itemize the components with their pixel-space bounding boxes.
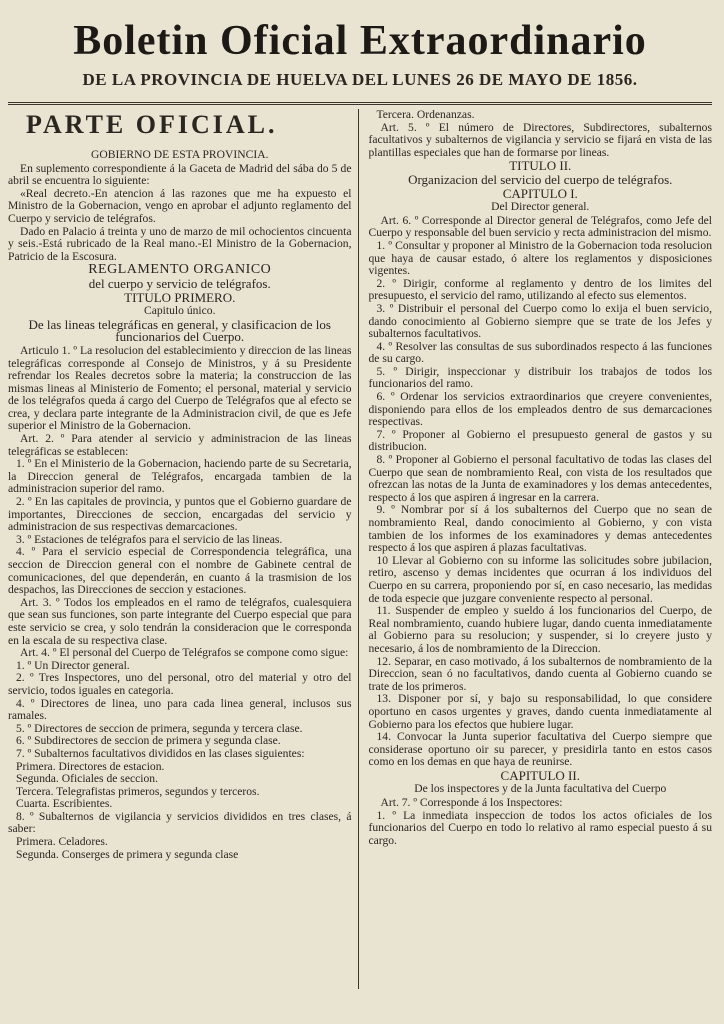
article-4-item: Primera. Celadores. bbox=[16, 835, 108, 849]
article-4-item: Tercera. Telegrafistas primeros, segundos y terceros. bbox=[16, 784, 260, 798]
dado-paragraph: Dado en Palacio á treinta y uno de marzo de mil ochocientos cincuenta y seis.-Está rubricado de la Real mano.-El Ministro de la Gobernacion, Patricio de la Escosura. bbox=[8, 224, 352, 263]
lineas-heading: De las lineas telegráficas en general, y clasificacion de los funcionarios del Cuerpo. bbox=[28, 316, 331, 345]
article-6-item: 9. º Nombrar por sí á los subalternos del Cuerpo que no sean de nombramiento Real, dando conocimiento al Gobierno, y con vista tambien de los informes de los examinadores y demas antecedentes respecto á los que aspiren á plazas facultativas. bbox=[368, 503, 712, 555]
masthead-title: Boletin Oficial Extraordinario bbox=[73, 18, 647, 64]
right-column bbox=[367, 109, 713, 989]
article-4-item: Primera. Directores de estacion. bbox=[16, 759, 165, 773]
capitulo-ii: CAPITULO II. bbox=[500, 767, 580, 783]
left-column bbox=[8, 109, 359, 989]
inspectores-heading: De los inspectores y de la Junta facultativa del Cuerpo bbox=[414, 782, 667, 796]
article-4-item: 8. º Subalternos de vigilancia y servicios divididos en tres clases, á saber: bbox=[8, 809, 352, 836]
article-6-item: 6. º Ordenar los servicios extraordinarios que creyere convenientes, disponiendo para ellos de los empleados dentro de sus demarcaciones respectivas. bbox=[368, 390, 712, 429]
article-6-item: 8. º Proponer al Gobierno el personal facultativo de todas las clases del Cuerpo que sean de nombramiento Real, con vista de los resultados que ofrezcan las notas de la Junta de examinadores y los demas antecedentes, respecto á los que aspiren á ingresar en la carrera. bbox=[368, 453, 712, 504]
article-2-item: 4. º Para el servicio especial de Correspondencia telegráfica, una seccion de Direccion general con el nombre de Gabinete central de comunicaciones, del que dependerán, en cuanto á la trasmision de los despachos, las Direcciones de seccion y estaciones. bbox=[8, 545, 352, 597]
decreto-paragraph: «Real decreto.-En atencion á las razones que me ha expuesto el Ministro de la Gobernacion, vengo en aprobar el adjunto reglamento del Cuerpo y servicio de telégrafos. bbox=[8, 186, 352, 225]
article-4-item: 6. º Subdirectores de seccion de primera y segunda clase. bbox=[16, 734, 281, 748]
article-4-item: Cuarta. Escribientes. bbox=[16, 797, 113, 811]
section-heading: PARTE OFICIAL. bbox=[26, 110, 278, 139]
titulo-primero: TITULO PRIMERO. bbox=[124, 289, 236, 305]
gobierno-heading: GOBIERNO DE ESTA PROVINCIA. bbox=[91, 148, 269, 161]
header-rule bbox=[8, 102, 712, 105]
tercera-line: Tercera. Ordenanzas. bbox=[376, 109, 475, 121]
article-6-item: 7. º Proponer al Gobierno el presupuesto general de gastos y su distribucion. bbox=[368, 427, 712, 454]
article-6-item: 13. Disponer por sí, y bajo su responsabilidad, lo que considere oportuno en casos urgentes y graves, dando cuenta inmediatamente al Gobierno para los efectos que hubiere lugar. bbox=[368, 692, 712, 731]
intro-paragraph: En suplemento correspondiente á la Gaceta de Madrid del sába do 5 de abril se encuentra lo siguiente: bbox=[8, 161, 352, 188]
article-4-item: Segunda. Conserges de primera y segunda clase bbox=[16, 847, 239, 861]
article-7-item: 1. º La inmediata inspeccion de todos los actos oficiales de los funcionarios del Cuerpo en todo lo relativo al ramo especial puesto á su cargo. bbox=[368, 808, 712, 847]
article-6-item: 14. Convocar la Junta superior facultativa del Cuerpo siempre que considerase oportuno oir su parecer, y presidirla tanto en estos casos como en los demas en que haya de reunirse. bbox=[368, 730, 712, 769]
reglamento-heading: REGLAMENTO ORGANICO bbox=[88, 262, 272, 278]
article-4-item: 1. º Un Director general. bbox=[16, 658, 130, 672]
article-4-item: 7. º Subalternos facultativos divididos en las clases siguientes: bbox=[16, 746, 305, 760]
article-6-item: 5. º Dirigir, inspeccionar y distribuir los trabajos de todos los funcionarios del ramo. bbox=[368, 364, 712, 391]
article-6: Art. 6. º Corresponde al Director general de Telégrafos, como Jefe del Cuerpo y responsable del buen servicio y recta administracion del mismo. bbox=[368, 213, 712, 240]
capitulo-unico: Capitulo único. bbox=[144, 304, 216, 318]
article-6-item: 3. º Distribuir el personal del Cuerpo como lo exija el buen servicio, dando conocimiento al Gobierno siempre que se trate de los Jefes y subalternos facultativos. bbox=[368, 301, 712, 341]
article-6-item: 10 Llevar al Gobierno con su informe las solicitudes sobre jubilacion, retiro, ascenso y demas incidentes que ocurran á los individuos del Cuerpo en su carrera, proponiendo por sí, en caso necesario, las medidas de toda especie que juzgare conveniente respecto al personal. bbox=[368, 553, 712, 605]
article-3: Art. 3. º Todos los empleados en el ramo de telégrafos, cualesquiera que sean sus funciones, son parte integrante del Cuerpo especial que para este servicio se crea, y solo tendrán la consideracion que le corresponda en la escala de su respectiva clase. bbox=[8, 595, 352, 647]
organizacion-heading: Organizacion del servicio del cuerpo de telégrafos. bbox=[408, 171, 673, 187]
article-1: Articulo 1. º La resolucion del establecimiento y direccion de las lineas telegráficas corresponde al Consejo de Ministros, y á su Presidente refrendar los Reales decretos sobre la materia; la construccion de las mismas lineas al Ministerio de Fomento; el personal, material y servicio de los telégrafos queda á cargo del Cuerpo de Telégrafos que al efecto se crea, y declara parte integrante de la Administracion civil, de que es Jefe superior el Ministro de la Gobernacion. bbox=[8, 343, 352, 433]
titulo-ii: TITULO II. bbox=[509, 158, 572, 174]
article-7: Art. 7. º Corresponde á los Inspectores: bbox=[380, 796, 563, 810]
director-heading: Del Director general. bbox=[491, 200, 590, 214]
masthead-subtitle: DE LA PROVINCIA DE HUELVA DEL LUNES 26 DE MAYO DE 1856. bbox=[82, 70, 638, 89]
article-4-item: Segunda. Oficiales de seccion. bbox=[16, 772, 158, 786]
article-2-item: 2. º En las capitales de provincia, y puntos que el Gobierno guardare de importantes, Direcciones de seccion, encargadas del servicio y administracion de sus respectivas demarcaciones. bbox=[8, 495, 352, 534]
article-2: Art. 2. º Para atender al servicio y administracion de las lineas telegráficas se establecen: bbox=[8, 432, 352, 458]
article-6-item: 2. º Dirigir, conforme al reglamento y dentro de los limites del presupuesto, el servicio del ramo, utilizando al efecto sus elementos. bbox=[368, 276, 712, 303]
article-4-item: 2. º Tres Inspectores, uno del personal, otro del material y otro del servicio, todos iguales en categoria. bbox=[8, 671, 352, 697]
columns bbox=[8, 109, 712, 989]
article-4-item: 4. º Directores de linea, uno para cada linea general, inclusos sus ramales. bbox=[8, 696, 352, 723]
article-2-item: 3. º Estaciones de telégrafos para el servicio de las lineas. bbox=[16, 532, 283, 546]
article-6-item: 11. Suspender de empleo y sueldo á los funcionarios del Cuerpo, de Real nombramiento, cuando hubiere lugar, dando cuenta inmediatamente al Gobierno para su resolucion; y suspender, si lo creyere justo y necesario, á los de nombramiento de la Direccion. bbox=[368, 604, 712, 655]
article-6-item: 1. º Consultar y proponer al Ministro de la Gobernacion toda resolucion que haya de causar estado, ó altere los reglamentos y disposiciones vigentes. bbox=[368, 238, 712, 278]
article-4-item: 5. º Directores de seccion de primera, segunda y tercera clase. bbox=[16, 721, 303, 735]
article-6-item: 12. Separar, en caso motivado, á los subalternos de nombramiento de la Direccion, sean ó no facultativos, dando cuenta al Gobierno cuando se trate de los primeros. bbox=[368, 654, 712, 693]
capitulo-i: CAPITULO I. bbox=[502, 185, 578, 201]
article-6-item: 4. º Resolver las consultas de sus subordinados respecto á las funciones de su cargo. bbox=[368, 339, 712, 366]
article-5: Art. 5. º El número de Directores, Subdirectores, subalternos facultativos y subalternos de vigilancia y servicio se fijará en vista de las plantillas especiales que han de formarse por lineas. bbox=[368, 120, 712, 159]
article-2-item: 1. º En el Ministerio de la Gobernacion, haciendo parte de su Secretaria, la Direccion general de Telégrafos, encargada tambien de la administracion superior del ramo. bbox=[8, 457, 352, 496]
reglamento-subheading: del cuerpo y servicio de telégrafos. bbox=[88, 275, 271, 291]
article-4: Art. 4. º El personal del Cuerpo de Telégrafos se compone como sigue: bbox=[20, 646, 349, 660]
